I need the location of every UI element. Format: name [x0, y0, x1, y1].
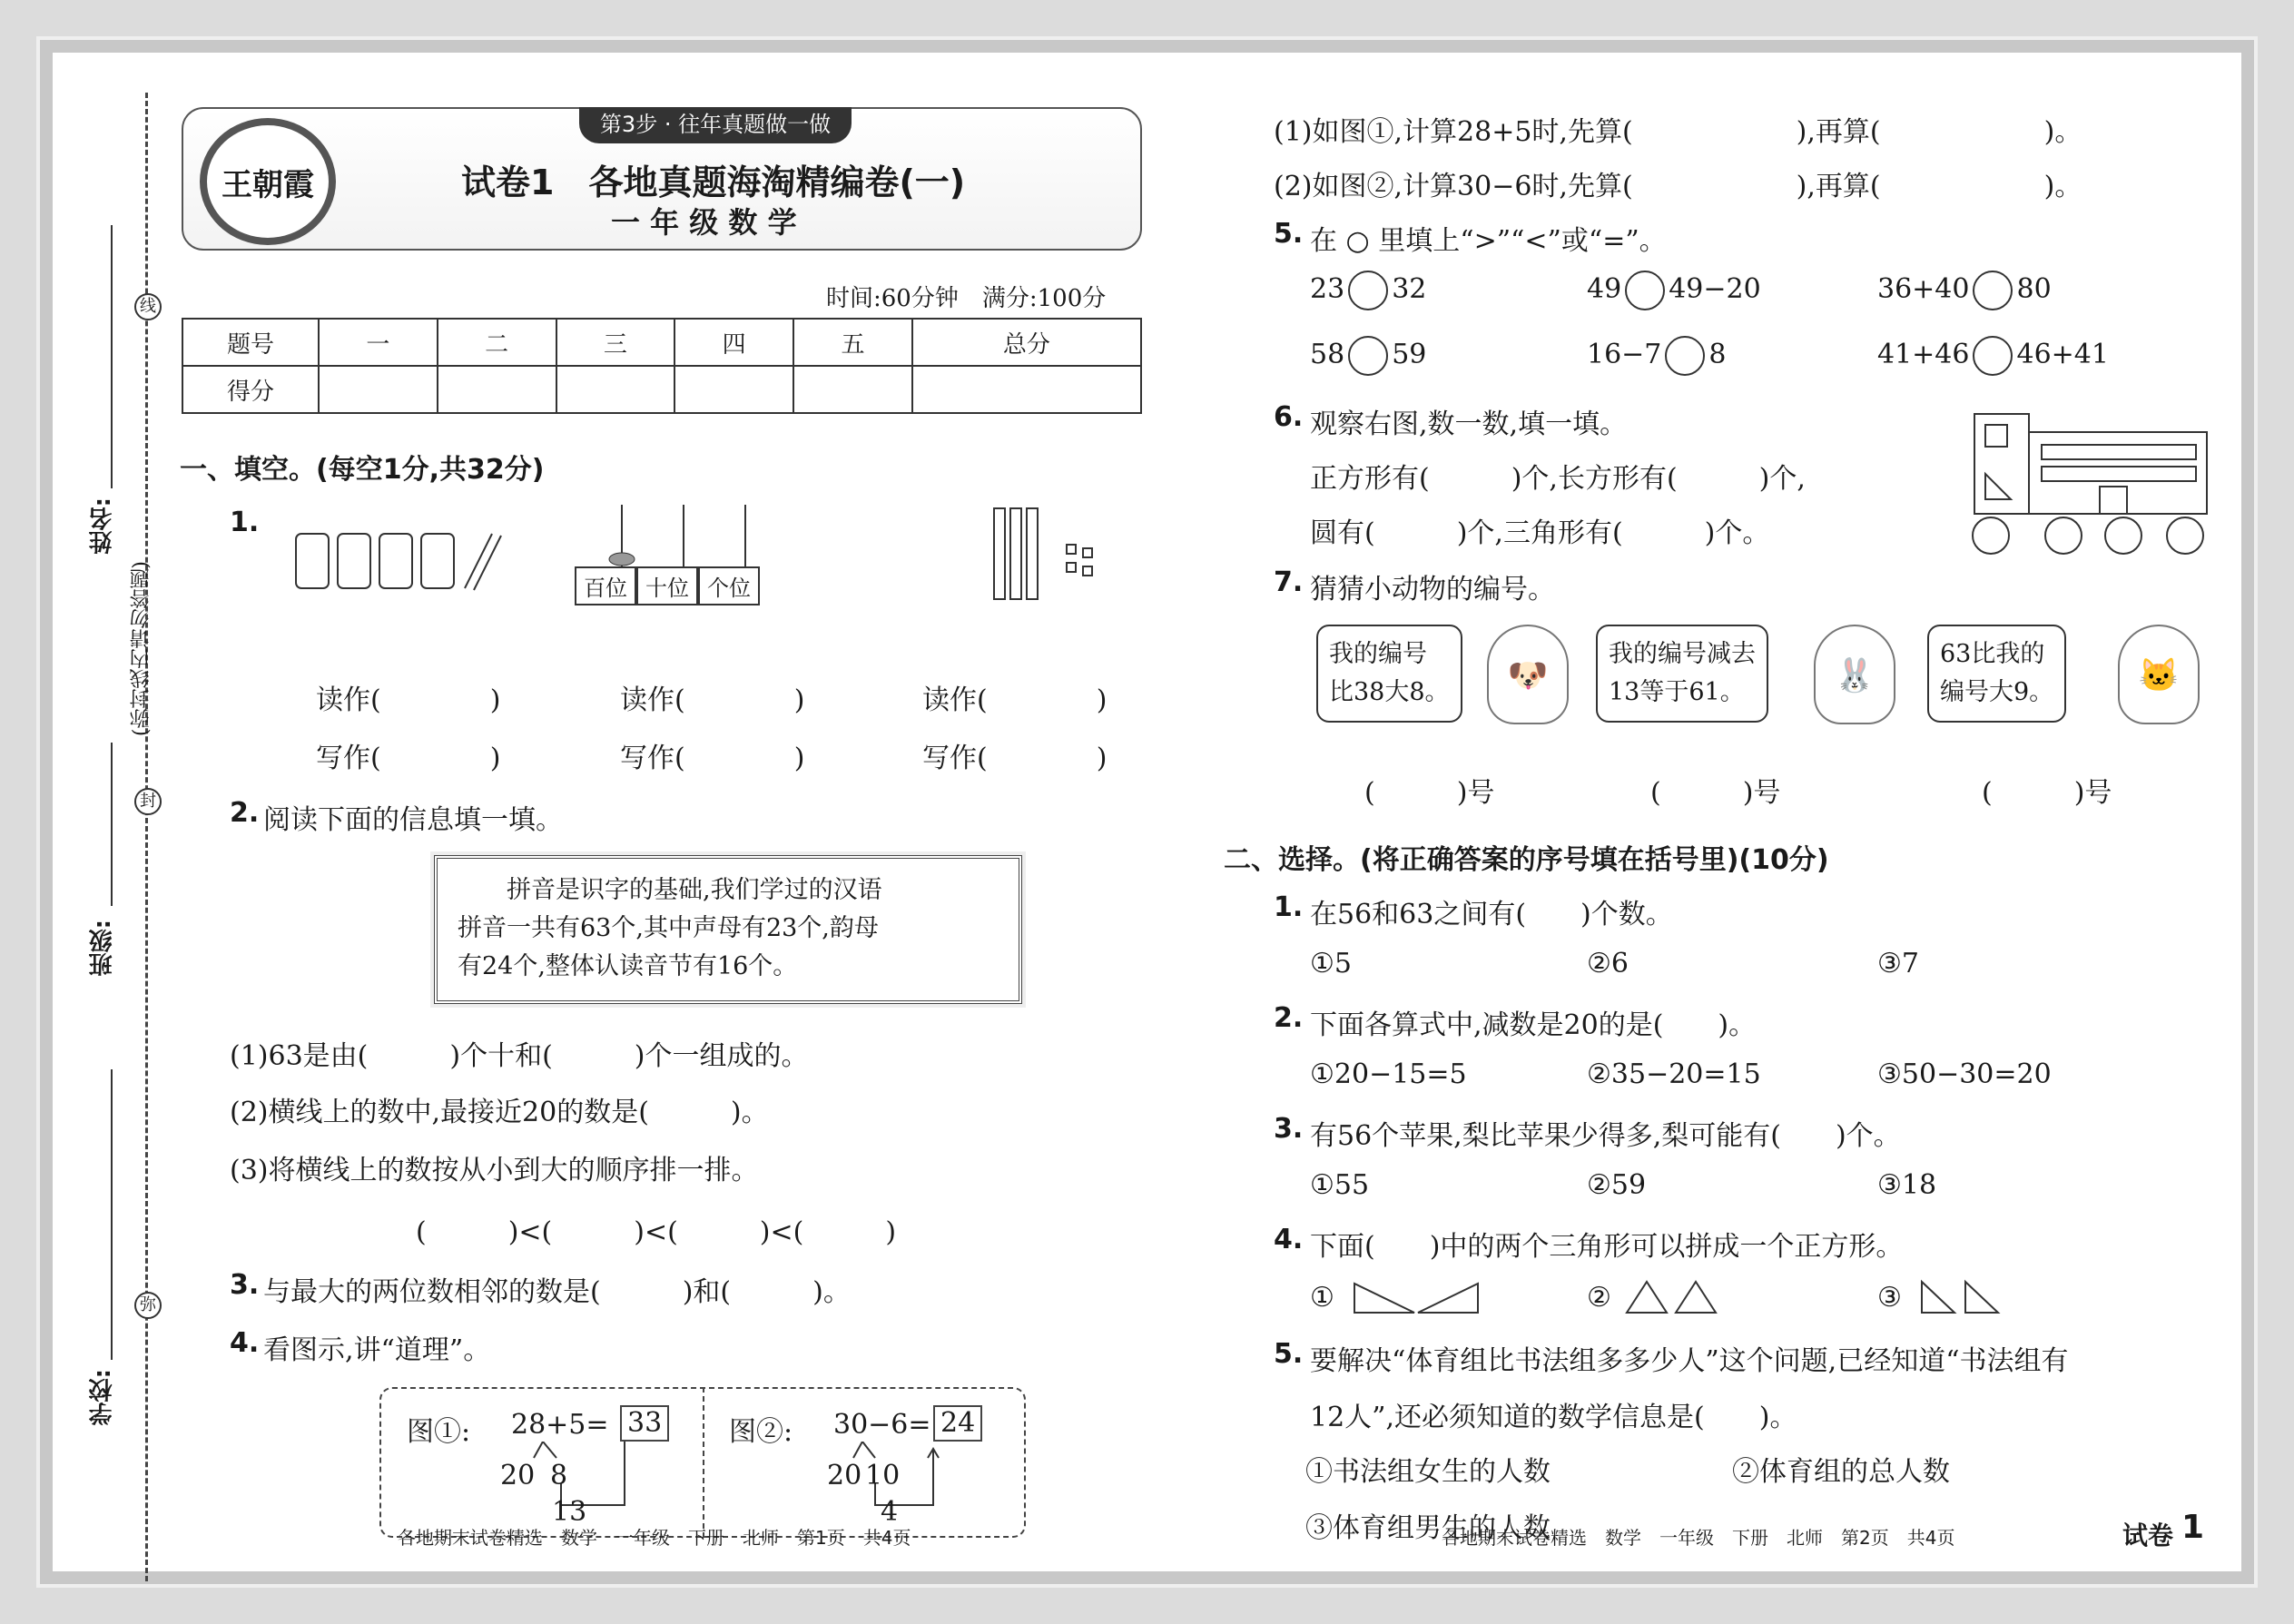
score-input[interactable]	[912, 366, 1141, 413]
q1-read-2[interactable]: 读作( )	[620, 684, 805, 716]
compare-circle[interactable]	[1348, 271, 1388, 310]
compare-right: 32	[1392, 273, 1427, 305]
q3-number: 3.	[230, 1269, 260, 1301]
bubble-line: 13等于61。	[1609, 678, 1745, 706]
c4-opt-3: ③	[1877, 1282, 1902, 1314]
compare-circle[interactable]	[1625, 271, 1665, 310]
section-1-heading: 一、填空。(每空1分,共32分)	[180, 454, 545, 486]
school-line	[111, 1069, 113, 1360]
place-hundreds: 百位	[575, 566, 636, 605]
q4-text: 看图示,讲“道理”。	[263, 1334, 491, 1366]
bubble-line: 我的编号	[1329, 640, 1427, 668]
exam-subtitle: 一 年 级 数 学	[611, 205, 797, 240]
c2-opt-1: ①20−15=5	[1310, 1058, 1467, 1090]
c1-opt-2: ②6	[1587, 948, 1629, 979]
info-line: 拼音是识字的基础,我们学过的汉语	[507, 876, 882, 904]
q5-number: 5.	[1274, 218, 1304, 250]
compare-right: 80	[2016, 273, 2052, 305]
table-row	[182, 319, 1141, 366]
footer-left: 各地期末试卷精选 数学 一年级 下册 北师 第1页 共4页	[398, 1527, 911, 1549]
exam-mark: 试卷	[2122, 1521, 2174, 1550]
table-cell: 四	[674, 319, 793, 366]
c3-text[interactable]: 有56个苹果,梨比苹果少得多,梨可能有( )个。	[1310, 1120, 1901, 1152]
c5-opt-2: ②体育组的总人数	[1732, 1456, 1950, 1488]
seal-mark-mi: 弥	[134, 1292, 162, 1319]
compare-2[interactable]	[1587, 271, 1761, 310]
c5-opt-3: ③体育组男生的人数	[1305, 1512, 1551, 1544]
c1-opt-1: ①5	[1310, 948, 1352, 979]
speech-bubble-cat	[1927, 625, 2066, 723]
score-input[interactable]	[438, 366, 556, 413]
compare-left: 23	[1310, 273, 1345, 305]
q7-answer-2[interactable]: ( )号	[1650, 777, 1781, 809]
place-tens: 十位	[636, 566, 698, 605]
exam-title: 试卷1 各地真题海淘精编卷(一)	[461, 162, 966, 202]
dog-icon: 🐶	[1487, 625, 1569, 724]
compare-left: 36+40	[1877, 273, 1970, 305]
c3-opt-3: ③18	[1877, 1169, 1937, 1201]
q2-sub3: (3)将横线上的数按从小到大的顺序排一排。	[230, 1155, 759, 1186]
bubble-line: 我的编号减去	[1609, 640, 1756, 668]
q1-write-1[interactable]: 写作( )	[316, 743, 501, 774]
class-line	[111, 743, 113, 906]
q4-sub1[interactable]: (1)如图①,计算28+5时,先算( ),再算( )。	[1274, 116, 2082, 148]
q2-text: 阅读下面的信息填一填。	[263, 804, 563, 836]
place-ones: 个位	[698, 566, 760, 605]
q2-sub2[interactable]: (2)横线上的数中,最接近20的数是( )。	[230, 1097, 769, 1128]
score-input[interactable]	[556, 366, 675, 413]
q7-answer-3[interactable]: ( )号	[1982, 777, 2112, 809]
compare-right: 49−20	[1669, 273, 1761, 305]
c4-text[interactable]: 下面( )中的两个三角形可以拼成一个正方形。	[1310, 1231, 1904, 1263]
compare-1[interactable]	[1310, 271, 1426, 310]
c2-opt-2: ②35−20=15	[1587, 1058, 1761, 1090]
truck-shapes-image	[1964, 408, 2227, 563]
fig2-split-a: 20	[827, 1460, 862, 1491]
fig1-answer: 33	[620, 1405, 669, 1442]
school-label: 学校:	[89, 1369, 116, 1426]
compare-right: 46+41	[2016, 339, 2109, 370]
table-cell: 五	[793, 319, 912, 366]
exam-mark-number: 1	[2181, 1509, 2205, 1546]
c5-text-2[interactable]: 12人”,还必须知道的数学信息是( )。	[1310, 1402, 1797, 1433]
q5-text: 在 ○ 里填上“>”“<”或“=”。	[1310, 225, 1667, 257]
fig1-split-a: 20	[500, 1460, 536, 1491]
q1-number: 1.	[230, 507, 260, 538]
name-line	[111, 225, 113, 488]
compare-circle[interactable]	[1665, 336, 1705, 376]
q4-sub2[interactable]: (2)如图②,计算30−6时,先算( ),再算( )。	[1274, 171, 2082, 202]
q2-number: 2.	[230, 797, 260, 829]
q6-number: 6.	[1274, 401, 1304, 433]
fig1-label: 图①:	[407, 1416, 471, 1448]
compare-5[interactable]	[1587, 336, 1727, 376]
c2-number: 2.	[1274, 1002, 1304, 1034]
seal-note: (弥封线内请勿答题)	[130, 561, 153, 737]
score-input[interactable]	[793, 366, 912, 413]
info-line: 拼音一共有63个,其中声母有23个,韵母	[458, 914, 879, 942]
place-value-labels	[575, 566, 760, 605]
c4-triangles-1	[1351, 1276, 1496, 1318]
compare-left: 41+46	[1877, 339, 1970, 370]
table-cell: 二	[438, 319, 556, 366]
c3-opt-2: ②59	[1587, 1169, 1647, 1201]
stick-bundles-image	[287, 516, 505, 597]
table-cell: 总分	[912, 319, 1141, 366]
score-input[interactable]	[674, 366, 793, 413]
compare-left: 49	[1587, 273, 1622, 305]
fig1-expr: 28+5=	[511, 1409, 609, 1441]
c3-opt-1: ①55	[1310, 1169, 1370, 1201]
fig2-expr: 30−6=	[833, 1409, 931, 1441]
c4-triangles-3	[1918, 1276, 2018, 1318]
info-line: 有24个,整体认读音节有16个。	[458, 952, 798, 980]
c4-triangles-2	[1623, 1276, 1732, 1318]
speech-bubble-dog	[1316, 625, 1462, 723]
q3-text[interactable]: 与最大的两位数相邻的数是( )和( )。	[263, 1276, 851, 1308]
step-tag: 第3步 · 往年真题做一做	[579, 107, 852, 143]
q6-line1[interactable]: 正方形有( )个,长方形有( )个,	[1310, 463, 1806, 495]
rabbit-icon: 🐰	[1814, 625, 1895, 724]
table-cell: 得分	[182, 366, 319, 413]
c1-text[interactable]: 在56和63之间有( )个数。	[1310, 899, 1673, 930]
speech-bubble-rabbit	[1596, 625, 1768, 723]
q7-answer-1[interactable]: ( )号	[1364, 777, 1495, 809]
table-cell: 一	[319, 319, 438, 366]
seal-mark-feng: 封	[134, 788, 162, 815]
q2-sub1[interactable]: (1)63是由( )个十和( )个一组成的。	[230, 1040, 809, 1072]
compare-right: 59	[1392, 339, 1427, 370]
q1-read-3[interactable]: 读作( )	[922, 684, 1108, 716]
section-2-heading: 二、选择。(将正确答案的序号填在括号里)(10分)	[1224, 844, 1829, 876]
seal-mark-xian: 线	[134, 293, 162, 320]
table-cell: 题号	[182, 319, 319, 366]
c4-number: 4.	[1274, 1224, 1304, 1255]
fig2-partial: 4	[881, 1496, 899, 1528]
fig2-split-b: 10	[865, 1460, 901, 1491]
compare-right: 8	[1708, 339, 1727, 370]
c4-opt-1: ①	[1310, 1282, 1334, 1314]
fig1-split-b: 8	[550, 1460, 568, 1491]
c2-opt-3: ③50−30=20	[1877, 1058, 2052, 1090]
abacus-image	[575, 505, 793, 568]
compare-circle[interactable]	[1348, 336, 1388, 376]
q2-sub3-order[interactable]: ( )<( )<( )<( )	[416, 1216, 897, 1248]
compare-3[interactable]	[1877, 271, 2052, 310]
fig2-answer: 24	[933, 1405, 982, 1442]
bubble-line: 63比我的	[1940, 640, 2045, 668]
compare-6[interactable]	[1877, 336, 2109, 376]
name-label: 姓名:	[89, 497, 116, 555]
compare-circle[interactable]	[1973, 336, 2013, 376]
c5-opt-1: ①书法组女生的人数	[1305, 1456, 1551, 1488]
q1-write-2[interactable]: 写作( )	[620, 743, 805, 774]
cubes-image	[929, 507, 1110, 606]
q7-number: 7.	[1274, 566, 1304, 598]
publisher-logo	[200, 118, 336, 245]
c2-text[interactable]: 下面各算式中,减数是20的是( )。	[1310, 1009, 1757, 1041]
table-cell: 三	[556, 319, 675, 366]
compare-circle[interactable]	[1973, 271, 2013, 310]
q4-number: 4.	[230, 1327, 260, 1359]
c5-text-1: 要解决“体育组比书法组多多少人”这个问题,已经知道“书法组有	[1310, 1345, 2069, 1377]
q1-read-1[interactable]: 读作( )	[316, 684, 501, 716]
time-score-info: 时间:60分钟 满分:100分	[826, 285, 1107, 312]
bubble-line: 编号大9。	[1940, 678, 2054, 706]
q6-text: 观察右图,数一数,填一填。	[1310, 408, 1628, 440]
score-table	[182, 318, 1142, 414]
compare-left: 58	[1310, 339, 1345, 370]
footer-right: 各地期末试卷精选 数学 一年级 下册 北师 第2页 共4页	[1442, 1527, 1955, 1549]
c4-opt-2: ②	[1587, 1282, 1611, 1314]
cat-icon: 🐱	[2118, 625, 2200, 724]
compare-4[interactable]	[1310, 336, 1426, 376]
c5-number: 5.	[1274, 1338, 1304, 1370]
q7-text: 猜猜小动物的编号。	[1310, 574, 1555, 605]
fig2-label: 图②:	[729, 1416, 793, 1448]
score-input[interactable]	[319, 366, 438, 413]
c3-number: 3.	[1274, 1113, 1304, 1145]
bubble-line: 比38大8。	[1329, 678, 1450, 706]
fig1-partial: 13	[552, 1496, 587, 1528]
info-box	[434, 855, 1022, 1004]
c1-number: 1.	[1274, 891, 1304, 923]
table-row	[182, 366, 1141, 413]
exam-sheet	[53, 53, 2241, 1571]
class-label: 班级:	[89, 920, 116, 977]
compare-left: 16−7	[1587, 339, 1662, 370]
diagram-divider	[703, 1387, 704, 1538]
c1-opt-3: ③7	[1877, 948, 1919, 979]
logo-text: 王朝霞	[222, 166, 314, 203]
q6-line2[interactable]: 圆有( )个,三角形有( )个。	[1310, 517, 1770, 549]
q1-write-3[interactable]: 写作( )	[922, 743, 1108, 774]
